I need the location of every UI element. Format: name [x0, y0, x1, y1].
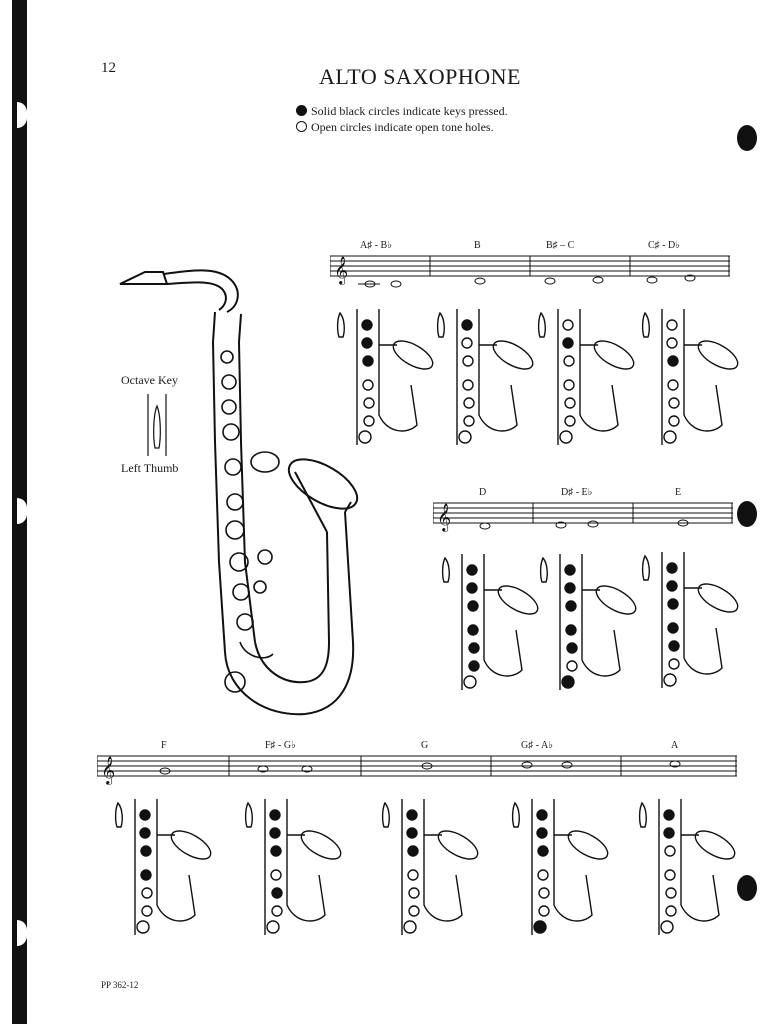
note-label: B♯ – C [546, 240, 575, 251]
punch-hole [737, 501, 757, 527]
note-label: D [479, 487, 487, 498]
staff-row-3 [97, 738, 737, 794]
page-title: ALTO SAXOPHONE [319, 64, 521, 89]
note-label: A♯ - B♭ [360, 240, 392, 251]
note-label: G [421, 740, 429, 751]
fingering-diagram [380, 795, 480, 940]
legend-solid-text: Solid black circles indicate keys pressed. [311, 104, 508, 118]
fingering-diagram [536, 305, 636, 450]
punch-hole [737, 875, 757, 901]
saxophone-illustration [115, 262, 365, 722]
fingering-diagram [113, 795, 213, 940]
note-label: C♯ - D♭ [648, 240, 680, 251]
footer-code: PP 362-12 [101, 980, 139, 990]
fingering-diagram [440, 550, 540, 695]
staff-row-1 [330, 238, 730, 294]
left-thumb-label: Left Thumb [121, 461, 179, 475]
note-label: B [474, 240, 481, 251]
fingering-diagram [538, 550, 638, 695]
legend-open-text: Open circles indicate open tone holes. [311, 120, 494, 134]
note-label: F [161, 740, 167, 751]
note-label: A [671, 740, 679, 751]
fingering-diagram [637, 795, 737, 940]
fingering-diagram [510, 795, 610, 940]
svg-text:𝄞: 𝄞 [101, 756, 116, 784]
fingering-diagram [640, 305, 740, 450]
staff-row-2 [433, 485, 733, 541]
svg-text:𝄞: 𝄞 [437, 503, 452, 531]
fingering-diagram [243, 795, 343, 940]
page-number: 12 [101, 60, 116, 76]
legend-solid [296, 104, 508, 119]
svg-text:𝄞: 𝄞 [334, 256, 349, 284]
note-label: G♯ - A♭ [521, 740, 553, 751]
note-label: F♯ - G♭ [265, 740, 296, 751]
fingering-diagram [435, 305, 535, 450]
note-label: E [675, 487, 682, 498]
punch-hole [737, 125, 757, 151]
octave-key-label: Octave Key [121, 373, 178, 387]
open-circle-icon [296, 121, 307, 132]
legend-open [296, 120, 494, 135]
thumb-key-icon [146, 392, 168, 463]
fingering-diagram [640, 548, 740, 693]
fingering-diagram [335, 305, 435, 450]
note-label: D♯ - E♭ [561, 487, 593, 498]
solid-circle-icon [296, 105, 307, 116]
